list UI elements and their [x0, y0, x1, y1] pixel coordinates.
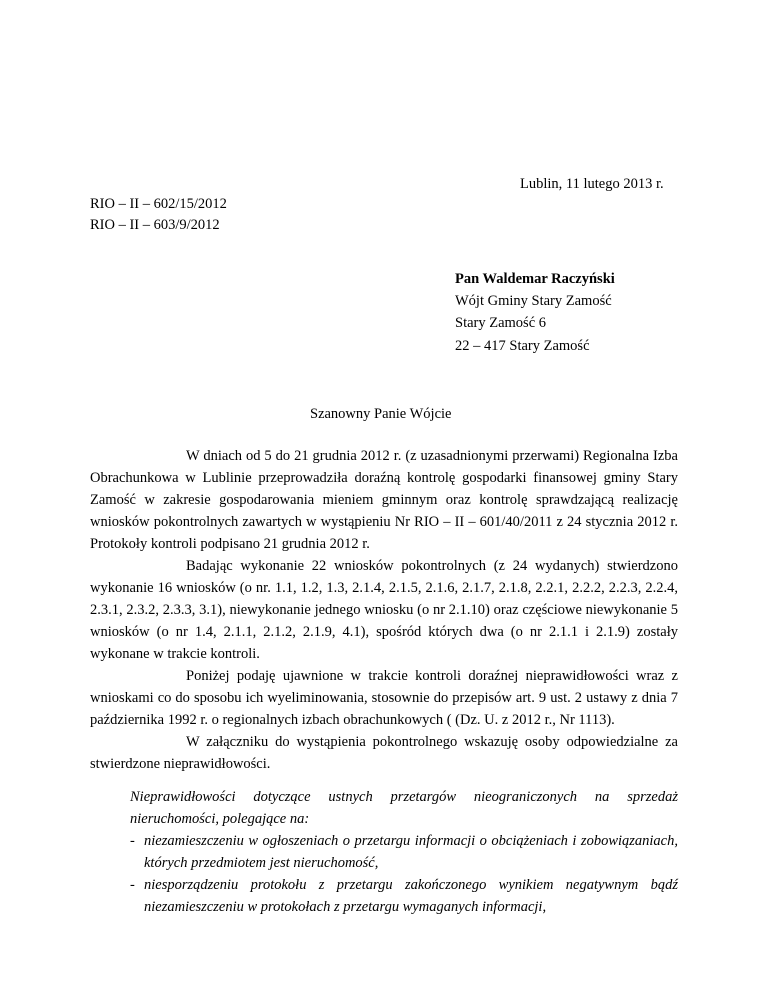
paragraph: Poniżej podaję ujawnione w trakcie kontroli doraźnej nieprawidłowości wraz z wnioskami co do sposobu ich wyeliminowania, stosownie do przepisów art. 9 ust. 2 ustawy z dnia 7 października 1992 r. o regionalnych izbach obrachunkowych ( (Dz. U. z 2012 r., Nr 1113).: [90, 668, 678, 728]
findings-intro: Nieprawidłowości dotyczące ustnych przetargów nieograniczonych na sprzedaż nieruchomości, polegające na:: [130, 789, 678, 827]
findings-item: - niezamieszczeniu w ogłoszeniach o przetargu informacji o obciążeniach i zobowiązaniach, których przedmiotem jest nieruchomość,: [130, 830, 678, 874]
reference-number: RIO – II – 602/15/2012: [90, 196, 227, 212]
salutation: Szanowny Panie Wójcie: [310, 406, 452, 422]
reference-number: RIO – II – 603/9/2012: [90, 217, 220, 233]
addressee-street: Stary Zamość 6: [455, 315, 547, 331]
findings-item-text: niezamieszczeniu w ogłoszeniach o przetargu informacji o obciążeniach i zobowiązaniach, których przedmiotem jest nieruchomość,: [144, 833, 678, 871]
letter-date: Lublin, 11 lutego 2013 r.: [520, 176, 664, 192]
findings-item-text: niesporządzeniu protokołu z przetargu zakończonego wynikiem negatywnym bądź niezamieszczeniu w protokołach z przetargu wymaganych informacji,: [144, 877, 678, 915]
paragraph: W załączniku do wystąpienia pokontrolnego wskazuję osoby odpowiedzialne za stwierdzone nieprawidłowości.: [90, 734, 678, 772]
addressee-name: Pan Waldemar Raczyński: [455, 271, 615, 287]
paragraph: W dniach od 5 do 21 grudnia 2012 r. (z uzasadnionymi przerwami) Regionalna Izba Obrachunkowa w Lublinie przeprowadziła doraźną kontrolę gospodarki finansowej gminy Stary Zamość w zakresie gospodarowania mieniem gminnym oraz kontrolę sprawdzającą realizację wniosków pokontrolnych zawartych w wystąpieniu Nr RIO – II – 601/40/2011 z 24 stycznia 2012 r. Protokoły kontroli podpisano 21 grudnia 2012 r.: [90, 448, 678, 552]
letter-body: [90, 445, 678, 775]
paragraph: Badając wykonanie 22 wniosków pokontrolnych (z 24 wydanych) stwierdzono wykonanie 16 wniosków (o nr. 1.1, 1.2, 1.3, 2.1.4, 2.1.5, 2.1.6, 2.1.7, 2.1.8, 2.2.1, 2.2.2, 2.2.3, 2.2.4, 2.3.1, 2.3.2, 2.3.3, 3.1), niewykonanie jednego wniosku (o nr 2.1.10) oraz częściowe niewykonanie 5 wniosków (o nr 1.4, 2.1.1, 2.1.2, 2.1.9, 4.1), spośród których dwa (o nr 2.1.1 i 2.1.9) zostały wykonane w trakcie kontroli.: [90, 558, 678, 662]
findings-section: [130, 786, 678, 918]
findings-item: - niesporządzeniu protokołu z przetargu zakończonego wynikiem negatywnym bądź niezamieszczeniu w protokołach z przetargu wymaganych informacji,: [130, 874, 678, 918]
addressee-title: Wójt Gminy Stary Zamość: [455, 293, 612, 309]
addressee-postal: 22 – 417 Stary Zamość: [455, 338, 590, 354]
